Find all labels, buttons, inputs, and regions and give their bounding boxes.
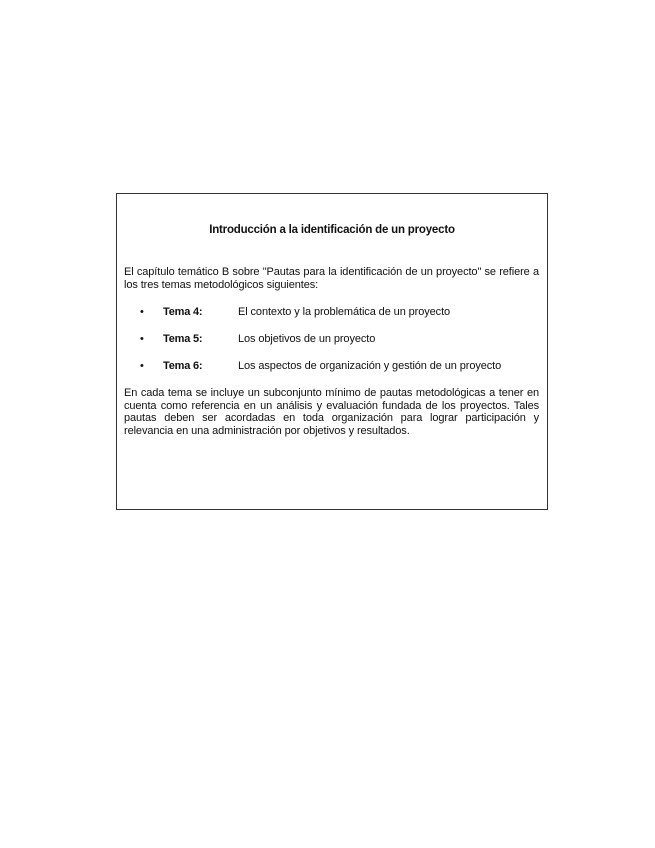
bullet-icon: • xyxy=(140,306,144,318)
topic-text: Los objetivos de un proyecto xyxy=(238,333,376,345)
bullet-icon: • xyxy=(140,333,144,345)
bullet-icon: • xyxy=(140,360,144,372)
topic-label: Tema 6: xyxy=(163,360,203,372)
topic-list xyxy=(117,306,547,387)
topic-label: Tema 5: xyxy=(163,333,203,345)
list-item xyxy=(117,306,547,333)
list-item xyxy=(117,333,547,360)
intro-paragraph: El capítulo temático B sobre "Pautas para la identificación de un proyecto" se refiere a los tres temas metodológicos siguientes: xyxy=(124,266,539,291)
topic-text: El contexto y la problemática de un proyecto xyxy=(238,306,451,318)
list-item xyxy=(117,360,547,387)
intro-box xyxy=(116,193,548,510)
topic-label: Tema 4: xyxy=(163,306,203,318)
document-title: Introducción a la identificación de un proyecto xyxy=(209,224,455,236)
closing-paragraph: En cada tema se incluye un subconjunto mínimo de pautas metodológicas a tener en cuenta como referencia en un análisis y evaluación fundada de los proyectos. Tales pautas deben ser acordadas en toda organización para lograr participación y relevancia en una administración por objetivos y resultados. xyxy=(124,387,539,437)
topic-text: Los aspectos de organización y gestión de un proyecto xyxy=(238,360,502,372)
